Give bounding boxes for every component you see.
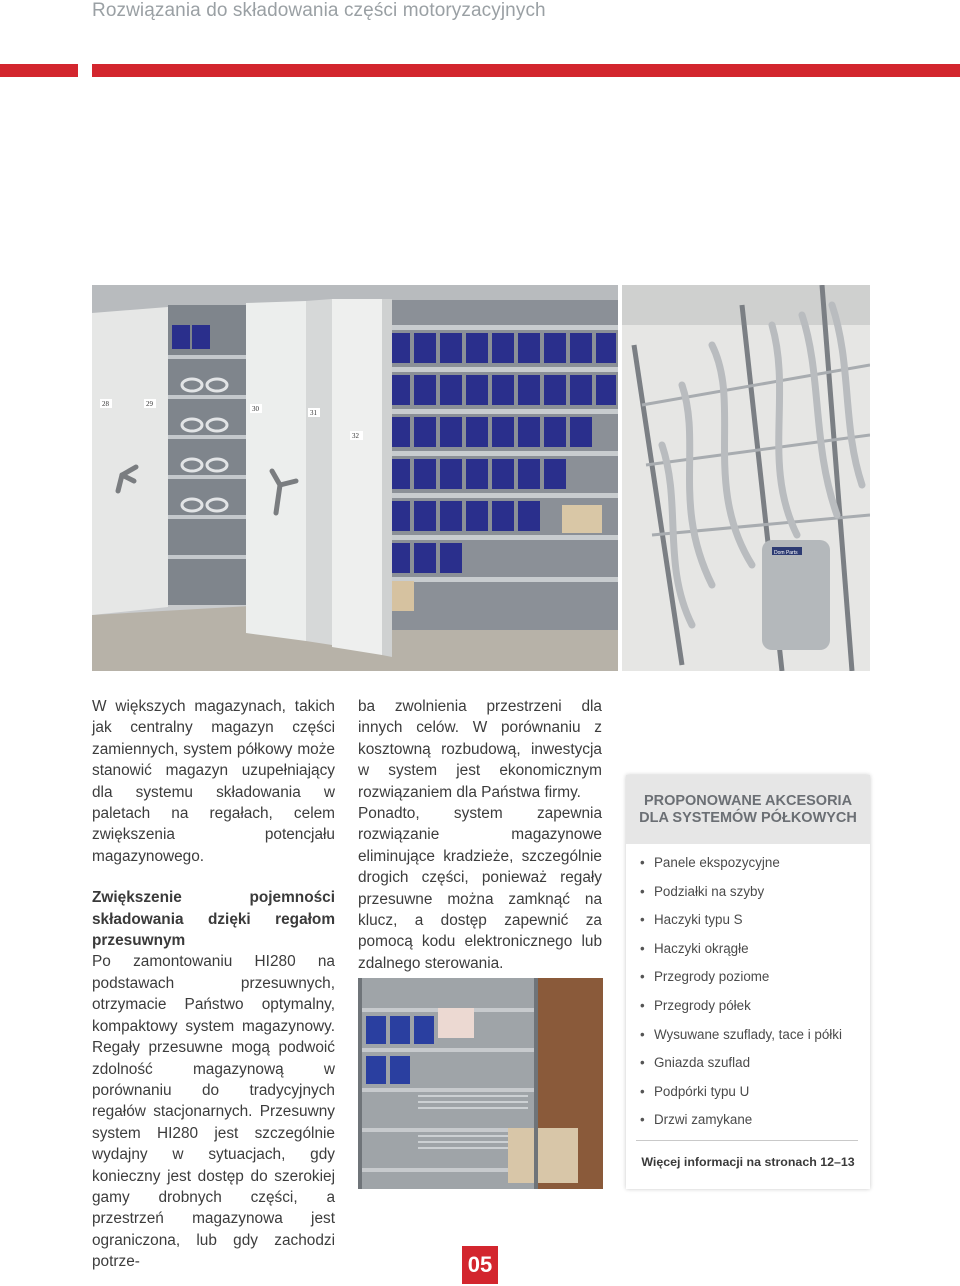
list-item: • Drzwi zamykane <box>640 1111 870 1140</box>
photo-exhaust-storage <box>622 285 870 671</box>
shelf-number-label: 30 <box>252 405 259 413</box>
muffler-badge: Dom Parts <box>774 550 798 556</box>
list-item: • Haczyki typu S <box>640 911 870 940</box>
security-paragraph: Ponadto, system zapewnia rozwiązanie magazynowe eliminujące kradzieże, szczególnie drogich części, ponieważ regały przesuwne można zamknąć na klucz, a dostęp zapewnić za pomocą kodu elektronicznego lub zdalnego sterowania. <box>358 805 602 972</box>
list-item: • Przegrody półek <box>640 997 870 1026</box>
photo-mobile-shelving <box>92 285 618 671</box>
intro-paragraph: W większych magazynach, takich jak centralny magazyn części zamiennych, system półkowy może stanowić magazyn uzupełniający dla systemu składowania w paletach na regałach, celem zwiększenia potencjału magazynowego. <box>92 698 335 865</box>
continuation-paragraph: ba zwolnienia przestrzeni dla innych celów. W porównaniu z kosztowną rozbudową, inwestycja w system jest ekonomicznym rozwiązaniem dla Państwa firmy. <box>358 698 602 801</box>
page-header-title: Rozwiązania do składowania części motoryzacyjnych <box>92 0 546 21</box>
text-column-2 <box>358 696 602 974</box>
shelf-number-label: 28 <box>102 400 109 408</box>
list-item: • Haczyki okrągłe <box>640 940 870 969</box>
header-accent-bar-right <box>92 64 960 77</box>
accessories-title-line1: PROPONOWANE AKCESORIA <box>643 792 853 809</box>
accessories-list <box>626 844 870 1140</box>
body-paragraph: Po zamontowaniu HI280 na podstawach przesuwnych, otrzymacie Państwo optymalny, kompaktowy system magazynowy. Regały przesuwne mogą podwoić zdolność magazynową w porównaniu do tradycyjnych regałów stacjonarnych. Przesuwny system HI280 jest szczególnie wydajny w sytuacjach, gdy konieczny jest dostęp do szerokiej gamy drobnych części, a przestrzeń magazynowa jest ograniczona, lub gdy zachodzi potrze- <box>92 953 335 1271</box>
list-item: • Panele ekspozycyjne <box>640 854 870 883</box>
list-item: • Przegrody poziome <box>640 968 870 997</box>
shelf-number-label: 31 <box>310 409 317 417</box>
sidebar-divider <box>636 1140 858 1141</box>
shelf-number-label: 29 <box>146 400 153 408</box>
photo-shelving-drawers <box>358 978 603 1189</box>
header-accent-bar-left <box>0 64 78 77</box>
shelf-number-label: 32 <box>352 432 359 440</box>
list-item: • Gniazda szuflad <box>640 1054 870 1083</box>
section-heading: Zwiększenie pojemności składowania dzięki regałom przesuwnym <box>92 889 335 950</box>
accessories-sidebar <box>626 775 870 1189</box>
list-item: • Wysuwane szuflady, tace i półki <box>640 1026 870 1055</box>
accessories-sidebar-header <box>626 775 870 844</box>
accessories-title-line2: DLA SYSTEMÓW PÓŁKOWYCH <box>639 809 857 826</box>
more-info-note: Więcej informacji na stronach 12–13 <box>641 1155 855 1169</box>
list-item: • Podpórki typu U <box>640 1083 870 1112</box>
text-column-1 <box>92 696 335 1273</box>
list-item: • Podziałki na szyby <box>640 883 870 912</box>
page-number: 05 <box>462 1246 498 1284</box>
